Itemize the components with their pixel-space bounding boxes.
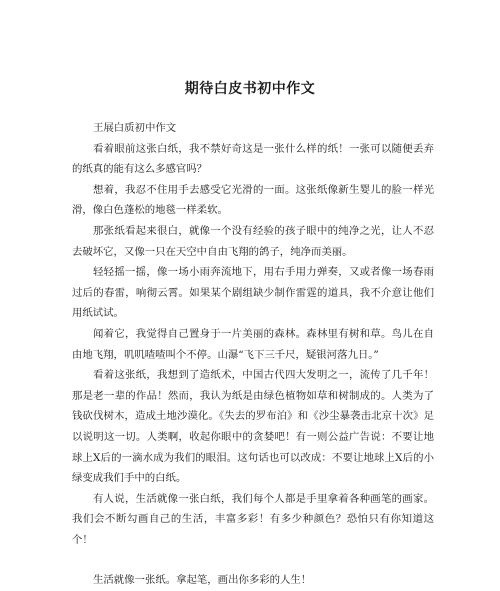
author-line: 王展白质初中作文	[93, 122, 177, 134]
closing-paragraph: 生活就像一张纸。拿起笔，画出你多彩的人生！	[93, 574, 312, 587]
paragraph: 看着眼前这张白纸，我不禁好奇这是一张什么样的纸！一张可以随便丢弃的纸真的能有这么多感官吗？	[72, 142, 434, 176]
paragraph: 想着，我忍不住用手去感受它光滑的一面。这张纸像新生婴儿的脸一样光滑，像白色蓬松的地毯一样柔软。	[72, 183, 434, 217]
paragraph: 闻着它，我觉得自己置身于一片美丽的森林。森林里有树和草。鸟儿在自由地飞翔，叽叽喳喳叫个不停。山瀑“飞下三千尺，疑银河落九日。”	[72, 327, 434, 361]
paragraph: 轻轻摇一摇，像一场小雨奔流地下，用右手用力弹奏，又或者像一场春雨过后的春雷，响彻云霄。如果某个剧组缺少制作雷霆的道具，我不介意让他们用纸试试。	[72, 266, 434, 320]
paragraph: 那张纸看起来很白，就像一个没有经验的孩子眼中的纯净之光，让人不忍去破坏它，又像一只在天空中自由飞翔的鸽子，纯净而美丽。	[72, 224, 434, 258]
paragraph: 看着这张纸，我想到了造纸术，中国古代四大发明之一，流传了几千年！那是老一辈的作品！然而，我认为纸是由绿色植物如草和树制成的。人类为了钱砍伐树木，造成土地沙漠化。《失去的罗布泊》和《沙尘暴袭击北京十次》足以说明这一切。人类啊，收起你眼中的贪婪吧！有一则公益广告说：不要让地球上X后的一滴水成为我们的眼泪。这句话也可以改成：不要让地球上X后的小绿变成我们手中的白纸。	[72, 369, 434, 485]
paragraph: 有人说，生活就像一张白纸，我们每个人都是手里拿着各种画笔的画家。我们会不断勾画自己的生活，丰富多彩！有多少种颜色？恐怕只有你知道这个！	[72, 492, 434, 546]
document-title: 期待白皮书初中作文	[184, 81, 316, 97]
document-body	[72, 118, 434, 591]
